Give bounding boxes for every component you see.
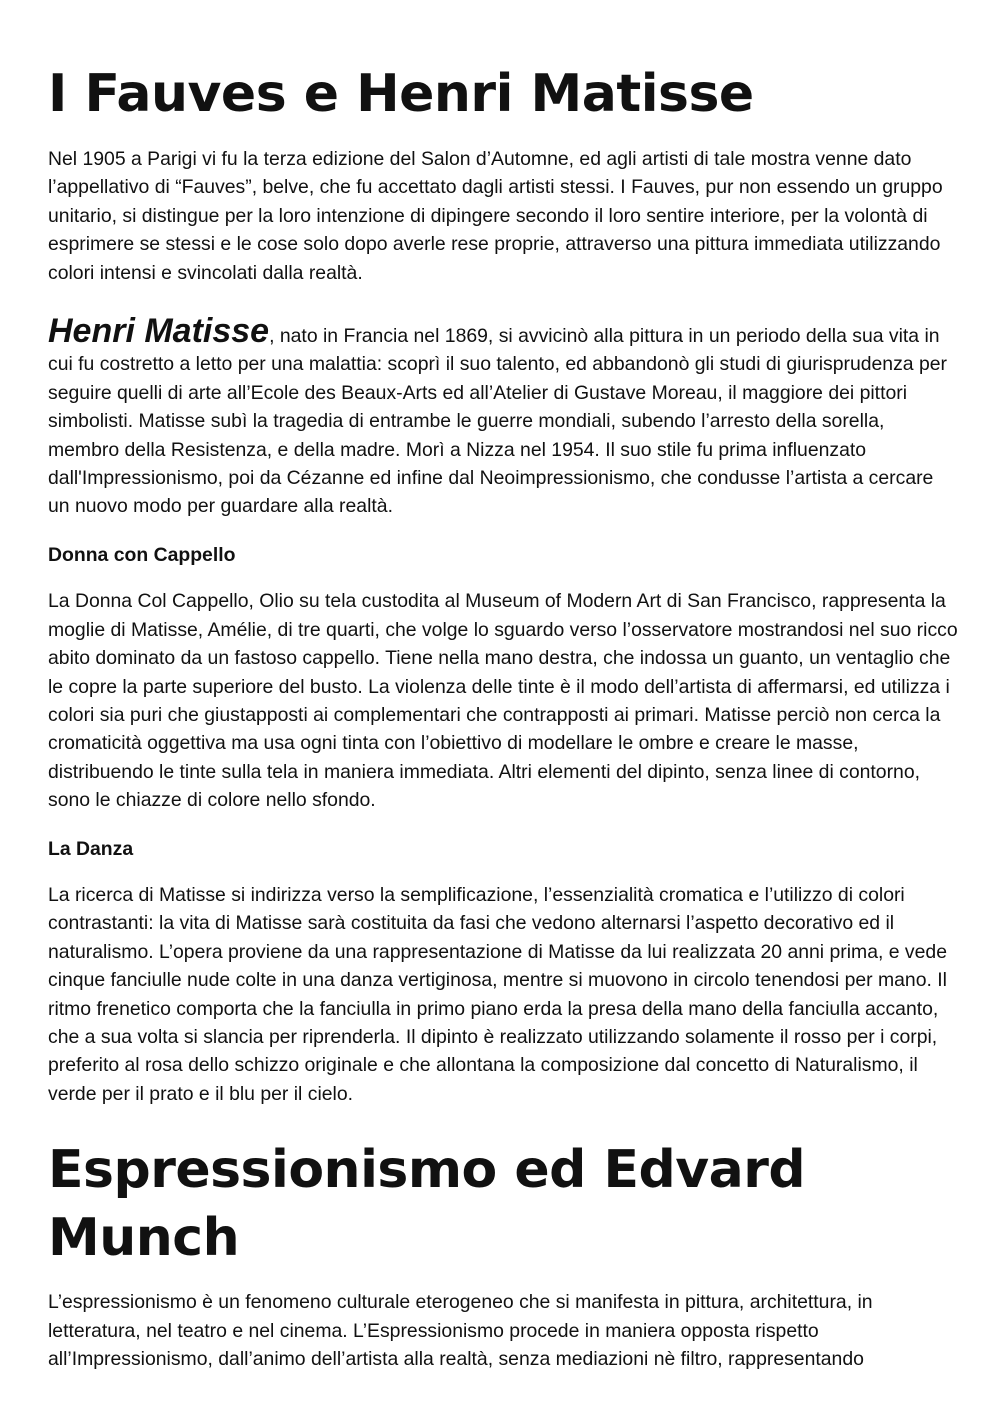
section-title-fauves: I Fauves e Henri Matisse <box>48 64 754 124</box>
paragraph-donna-con-cappello: La Donna Col Cappello, Olio su tela custodita al Museum of Modern Art di San Francisco, rappresenta la moglie di Matisse, Amélie, di tre quarti, che volge lo sguardo verso l’osservatore mostrandosi nel suo ricco abito dominato da un fastoso cappello. Tiene nella mano destra, che indossa un guanto, un ventaglio che le copre la parte superiore del busto. La violenza delle tinte è il modo dell’artista di affermarsi, ed utilizza i colori sia puri che giustapposti ai complementari che contrapposti ai primari. Matisse perciò non cerca la cromaticità oggettiva ma usa ogni tinta con l’obiettivo di modellare le ombre e creare le masse, distribuendo le tinte sulla tela in maniera immediata. Altri elementi del dipinto, senza linee di contorno, sono le chiazze di colore nello sfondo. <box>48 590 958 812</box>
subheading-la-danza: La Danza <box>48 837 134 860</box>
paragraph-espressionismo-intro: L’espressionismo è un fenomeno culturale eterogeneo che si manifesta in pittura, architettura, in letteratura, nel teatro e nel cinema. L’Espressionismo procede in maniera opposta rispetto all’Impressionismo, dall’animo dell’artista alla realtà, senza mediazioni nè filtro, rappresentando <box>48 1291 873 1370</box>
matisse-name-lead: Henri Matisse <box>48 312 270 351</box>
matisse-bio-text: , nato in Francia nel 1869, si avvicinò alla pittura in un periodo della sua vita in cui fu costretto a letto per una malattia: scoprì il suo talento, ed abbandonò gli studi di giurisprudenza per seguire quelli di arte all’Ecole des Beaux-Arts ed all’Atelier di Gustave Moreau, il maggiore dei pittori simbolisti. Matisse subì la tragedia di entrambe le guerre mondiali, subendo l’arresto della sorella, membro della Resistenza, e della madre. Morì a Nizza nel 1954. Il suo stile fu prima influenzato dall'Impressionismo, poi da Cézanne ed infine dal Neoimpressionismo, che condusse l’artista a cercare un nuovo modo per guardare alla realtà. <box>48 325 947 518</box>
section-title-munch: Espressionismo ed Edvard Munch <box>48 1140 806 1269</box>
document-page <box>48 60 958 1373</box>
paragraph-matisse-bio <box>48 307 958 521</box>
paragraph-fauves-intro: Nel 1905 a Parigi vi fu la terza edizione del Salon d’Automne, ed agli artisti di tale mostra venne dato l’appellativo di “Fauves”, belve, che fu accettato dagli artisti stessi. I Fauves, pur non essendo un gruppo unitario, si distingue per la loro intenzione di dipingere secondo il loro sentire interiore, per la volontà di esprimere se stessi e le cose solo dopo averle rese proprie, attraverso una pittura immediata utilizzando colori intensi e svincolati dalla realtà. <box>48 148 943 284</box>
subheading-donna-con-cappello: Donna con Cappello <box>48 543 236 566</box>
paragraph-la-danza: La ricerca di Matisse si indirizza verso la semplificazione, l’essenzialità cromatica e l’utilizzo di colori contrastanti: la vita di Matisse sarà costituita da fasi che vedono alternarsi l’aspetto decorativo ed il naturalismo. L’opera proviene da una rappresentazione di Matisse da lui realizzata 20 anni prima, e vede cinque fanciulle nude colte in una danza vertiginosa, mentre si muovono in circolo tenendosi per mano. Il ritmo frenetico comporta che la fanciulla in primo piano erda la presa della mano della fanciulla accanto, che a sua volta si slancia per riprenderla. Il dipinto è realizzato utilizzando solamente il rosso per i corpi, preferito al rosa dello schizzo originale e che allontana la composizione dal concetto di Naturalismo, il verde per il prato e il blu per il cielo. <box>48 883 947 1105</box>
